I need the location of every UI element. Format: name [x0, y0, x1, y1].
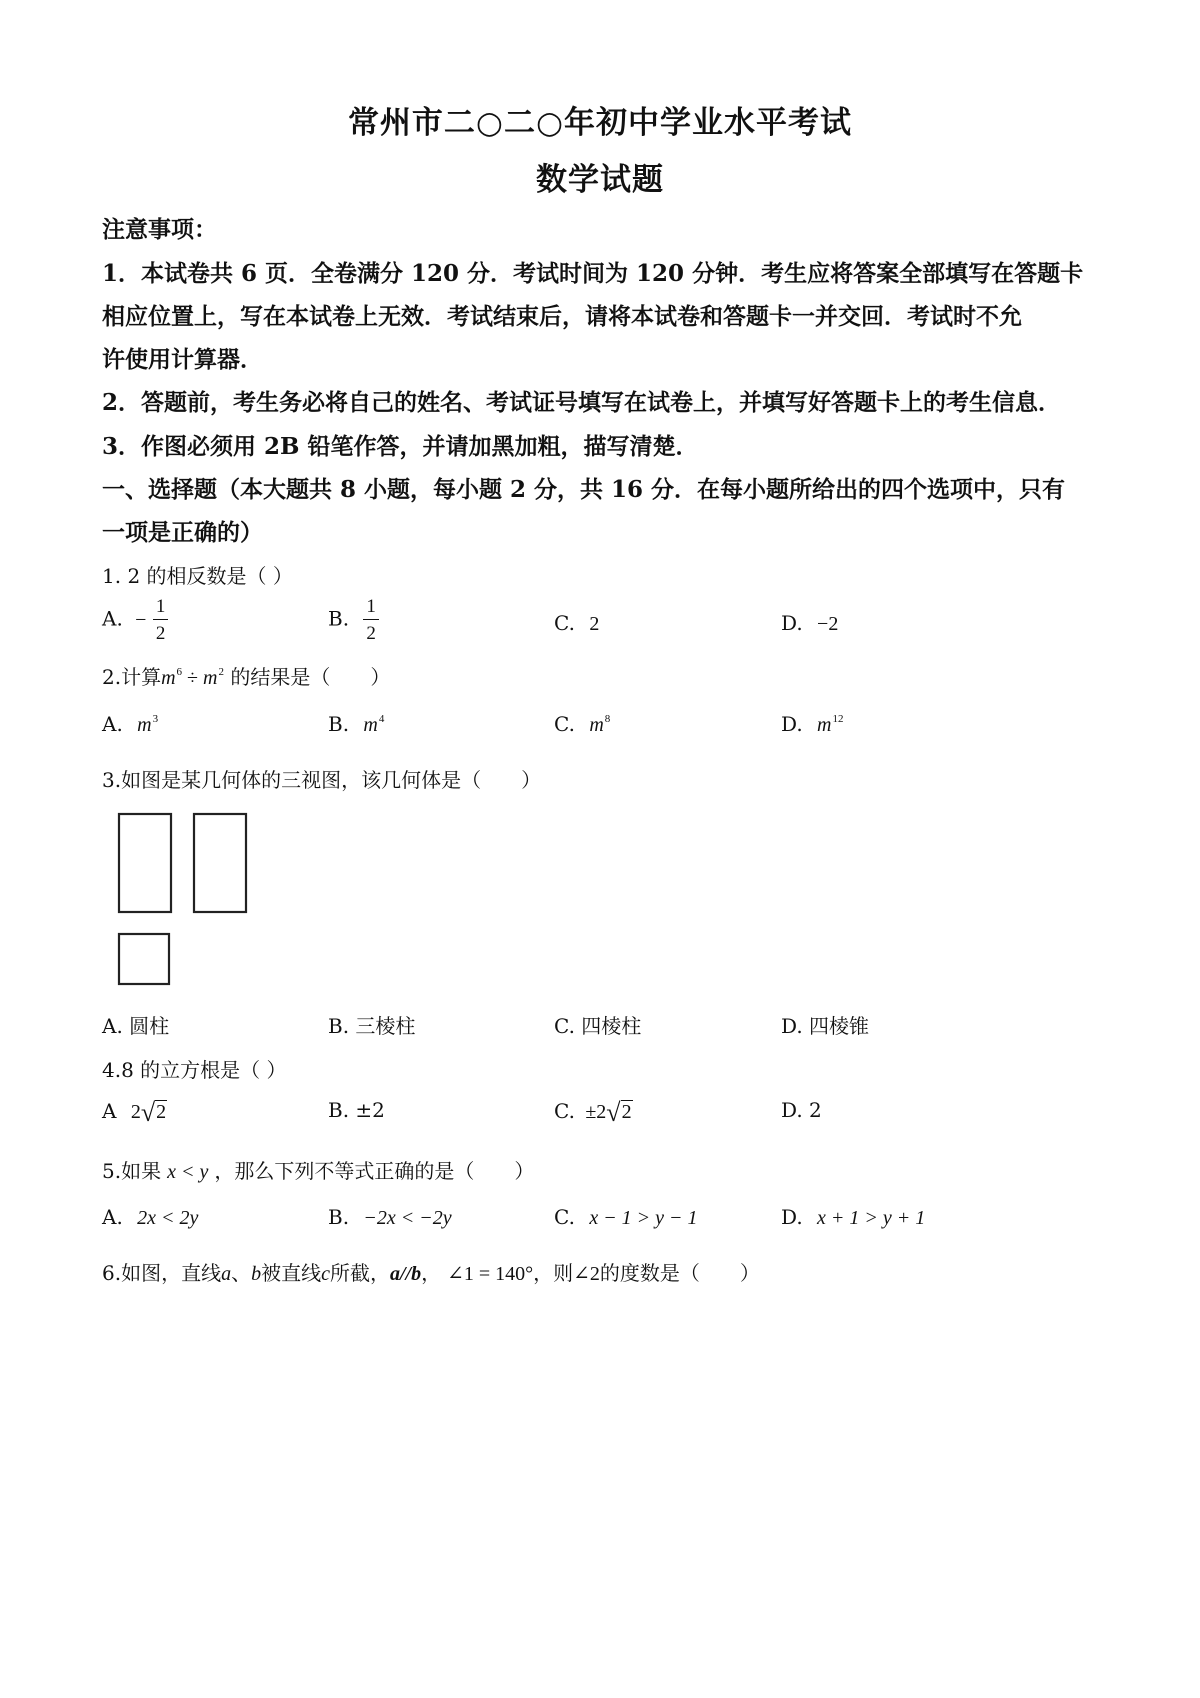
inequality: x + 1 > y + 1: [817, 1207, 926, 1229]
option-value: 2: [589, 613, 600, 635]
three-view-figure: [112, 808, 262, 993]
exponent: 2: [218, 666, 224, 678]
question-5-option-c: [554, 1205, 698, 1230]
divide-operator: ÷: [182, 667, 204, 689]
option-label: B.: [328, 1205, 350, 1229]
stem-part: 所截，: [329, 1261, 390, 1285]
question-2-option-a: [102, 712, 158, 737]
exponent: 12: [832, 713, 844, 725]
radicand: 2: [621, 1101, 632, 1123]
question-2-option-d: [781, 712, 844, 737]
question-4-option-c: [554, 1098, 633, 1128]
question-2-stem: [102, 661, 390, 690]
radical-sign-icon: √: [606, 1098, 621, 1127]
option-label: C.: [554, 712, 575, 736]
fraction: [153, 597, 169, 643]
stem-part: 被直线: [261, 1261, 322, 1285]
option-label: A.: [102, 606, 123, 631]
notice-item-1-line-3: 许使用计算器．: [102, 346, 263, 373]
section-1-heading-line-2: 一项是正确的）: [102, 519, 263, 546]
question-5-option-a: [102, 1205, 198, 1230]
notice-item-2: 2．答题前，考生务必将自己的姓名、考试证号填写在试卷上，并填写好答题卡上的考生信息．: [102, 389, 1062, 416]
notice-item-1-line-2: 相应位置上，写在本试卷上无效．考试结束后，请将本试卷和答题卡一并交回．考试时不允: [102, 303, 1022, 330]
notice-heading: 注意事项：: [102, 216, 217, 243]
exponent: 8: [604, 713, 611, 725]
math-base: m: [363, 714, 378, 736]
line-b: b: [251, 1263, 262, 1285]
question-5-option-d: [781, 1205, 925, 1230]
stem-suffix: ，那么下列不等式正确的是（ ）: [214, 1159, 535, 1183]
option-label: D.: [781, 611, 803, 635]
option-label: D.: [781, 1205, 803, 1229]
exponent: 3: [152, 713, 159, 725]
inequality: x − 1 > y − 1: [589, 1207, 698, 1229]
condition-expression: x < y: [167, 1161, 209, 1183]
question-3-stem: 3.如图是某几何体的三视图，该几何体是（ ）: [102, 768, 542, 792]
question-4-option-a: [102, 1098, 167, 1128]
question-2-option-c: [554, 712, 610, 737]
math-base: m: [589, 714, 604, 736]
question-3-option-c: C. 四棱柱: [554, 1014, 642, 1038]
option-label: B.: [328, 606, 350, 631]
math-base: m: [161, 667, 176, 689]
exponent: 6: [176, 666, 183, 678]
option-label: A: [102, 1099, 117, 1123]
question-1-option-a: [102, 597, 168, 643]
notice-item-3: 3．作图必须用 2B 铅笔作答，并请加黑加粗，描写清楚．: [102, 433, 699, 460]
question-4-option-b: B. ±2: [328, 1098, 385, 1122]
denominator: 2: [366, 623, 376, 644]
stem-prefix: 5.如果: [102, 1159, 162, 1183]
question-1-stem: 1. 2 的相反数是（ ）: [102, 564, 293, 588]
numerator: 1: [363, 597, 379, 620]
stem-prefix: 2.计算: [102, 665, 162, 689]
parallel-condition: a//b: [389, 1263, 422, 1285]
separator: 、: [231, 1261, 252, 1285]
radical-expression: [130, 1098, 167, 1127]
comma: ，: [421, 1261, 442, 1285]
question-3-option-b: B. 三棱柱: [328, 1014, 416, 1038]
question-3-option-d: D. 四棱锥: [781, 1014, 870, 1038]
question-1-option-d: [781, 611, 838, 636]
coefficient: 2: [130, 1101, 141, 1123]
option-label: B.: [328, 712, 350, 736]
minus-sign: −: [135, 608, 147, 631]
option-value: −2: [817, 613, 839, 635]
line-a: a: [221, 1263, 232, 1285]
question-4-option-d: D. 2: [781, 1098, 822, 1122]
stem-part: ，则: [533, 1261, 574, 1285]
option-label: C.: [554, 1099, 575, 1123]
coefficient: ±2: [585, 1101, 607, 1123]
section-1-heading-line-1: 一、选择题（本大题共 8 小题，每小题 2 分，共 16 分．在每小题所给出的四个选项中，只有: [102, 476, 1066, 503]
question-4-stem: 4.8 的立方根是（ ）: [102, 1058, 287, 1082]
top-view-rect: [119, 934, 169, 984]
question-5-stem: [102, 1155, 534, 1184]
option-label: D.: [781, 712, 803, 736]
math-base: m: [137, 714, 152, 736]
stem-part: 6.如图，直线: [102, 1261, 222, 1285]
radical-sign-icon: √: [140, 1098, 156, 1127]
question-6-stem: [102, 1257, 760, 1286]
option-label: A.: [102, 1205, 123, 1229]
numerator: 1: [153, 597, 169, 620]
stem-part: 的度数是（ ）: [599, 1261, 760, 1285]
side-view-rect: [194, 814, 246, 912]
question-3-option-a: A. 圆柱: [102, 1014, 170, 1038]
angle-2: ∠2: [573, 1263, 600, 1285]
math-base: m: [203, 667, 218, 689]
inequality: −2x < −2y: [363, 1207, 452, 1229]
front-view-rect: [119, 814, 171, 912]
notice-item-1-line-1: 1．本试卷共 6 页．全卷满分 120 分．考试时间为 120 分钟．考生应将答案全部填写在答题卡: [102, 260, 1084, 287]
denominator: 2: [155, 623, 166, 644]
radicand: 2: [156, 1101, 167, 1123]
line-c: c: [321, 1263, 330, 1285]
question-2-option-b: [328, 712, 384, 737]
three-view-drawing: [112, 808, 262, 993]
exam-subtitle: 数学试题: [536, 162, 664, 198]
option-label: A.: [102, 712, 123, 736]
math-base: m: [817, 714, 832, 736]
option-label: C.: [554, 611, 575, 635]
exam-title: 常州市二○二○年初中学业水平考试: [347, 105, 853, 141]
question-5-option-b: [328, 1205, 452, 1230]
question-1-option-b: [328, 597, 379, 643]
inequality: 2x < 2y: [137, 1207, 199, 1229]
exponent: 4: [378, 713, 385, 725]
option-label: C.: [554, 1205, 575, 1229]
stem-suffix: 的结果是（ ）: [223, 665, 391, 689]
question-1-option-c: [554, 611, 599, 636]
radical-expression: [585, 1098, 632, 1127]
angle-1-value: ∠1 = 140°: [447, 1263, 534, 1285]
fraction: [363, 597, 379, 643]
